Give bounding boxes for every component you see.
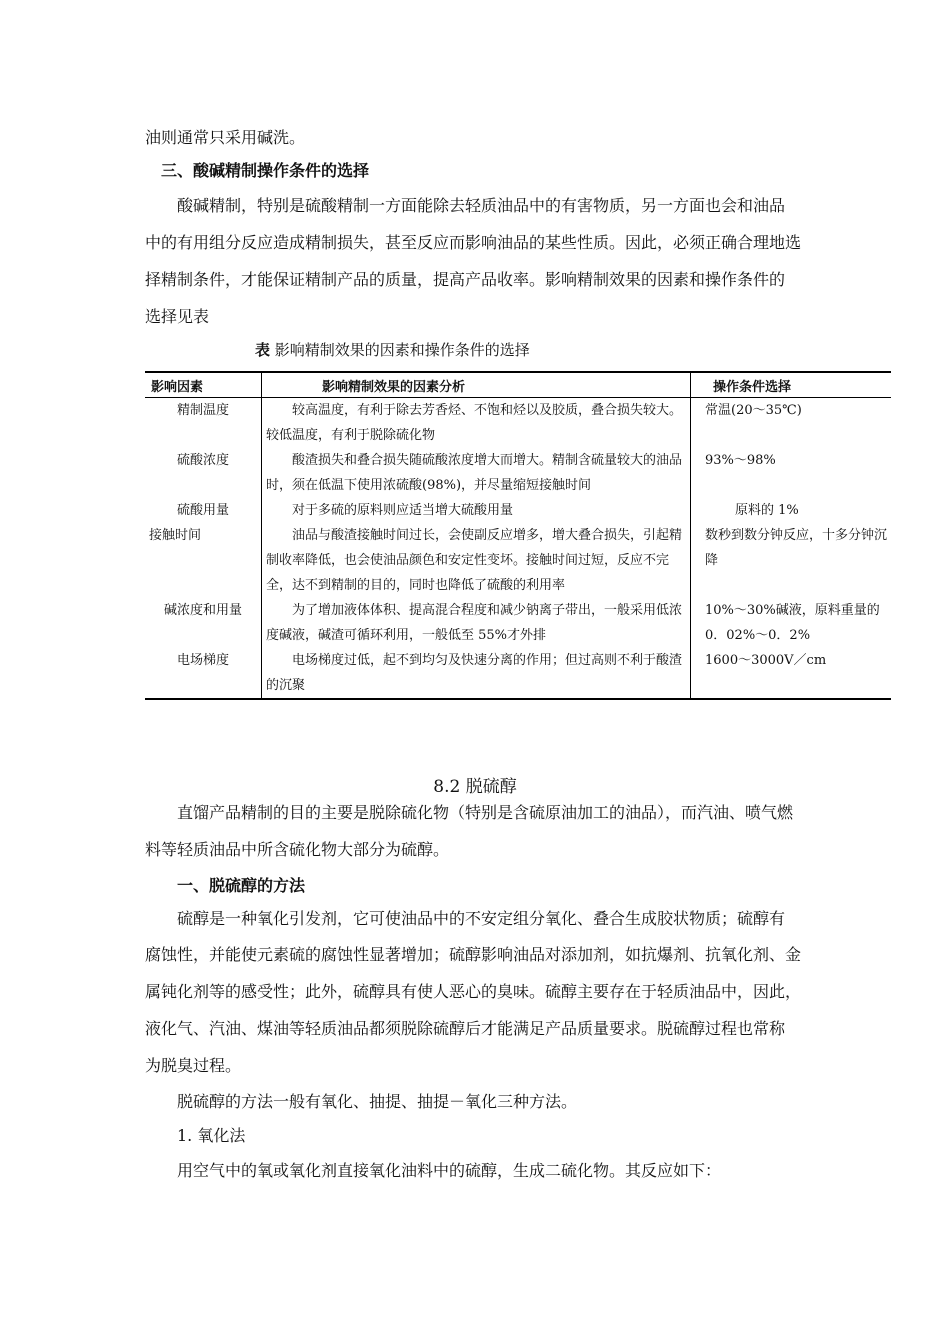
para1-line-2: 中的有用组分反应造成精制损失，甚至反应而影响油品的某些性质。因此，必须正确合理地选	[145, 233, 802, 252]
section-8-2-title: 8.2 脱硫醇	[433, 777, 517, 797]
factors-table	[145, 371, 891, 700]
cell-condition: 数秒到数分钟反应，十多分钟沉降	[705, 528, 888, 568]
para2-line-2: 料等轻质油品中所含硫化物大部分为硫醇。	[145, 840, 450, 859]
cell-analysis: 较高温度，有利于除去芳香烃、不饱和烃以及胶质，叠合损失较大。较低温度，有利于脱除硫化物	[262, 398, 691, 449]
cell-analysis: 电场梯度过低，起不到均匀及快速分离的作用；但过高则不利于酸渣的沉聚	[262, 648, 691, 699]
cell-analysis: 酸渣损失和叠合损失随硫酸浓度增大而增大。精制含硫量较大的油品时，须在低温下使用浓硫酸(98%)，并尽量缩短接触时间	[262, 448, 691, 498]
cell-condition: 93%～98%	[705, 453, 776, 468]
cell-factor: 碱浓度和用量	[145, 598, 262, 648]
header-factor: 影响因素	[145, 372, 262, 398]
cell-condition: 1600～3000V／cm	[691, 648, 892, 699]
para3-line-5: 为脱臭过程。	[145, 1056, 242, 1075]
table-row	[145, 598, 891, 648]
table-row	[145, 398, 891, 449]
cell-factor: 硫酸浓度	[145, 448, 262, 498]
para2-line-1: 直馏产品精制的目的主要是脱除硫化物（特别是含硫原油加工的油品），而汽油、喷气燃	[177, 803, 794, 822]
header-analysis: 影响精制效果的因素分析	[262, 372, 691, 398]
table-caption	[255, 340, 530, 360]
table-caption-prefix: 表	[255, 341, 271, 359]
table-row	[145, 648, 891, 699]
para1-line-4: 选择见表	[145, 307, 210, 326]
item-1-title: 1. 氧化法	[177, 1126, 246, 1145]
para5: 用空气中的氧或氧化剂直接氧化油料中的硫醇，生成二硫化物。其反应如下：	[177, 1161, 722, 1180]
table-row	[145, 448, 891, 498]
cell-factor: 电场梯度	[145, 648, 262, 699]
para1-line-3: 择精制条件，才能保证精制产品的质量，提高产品收率。影响精制效果的因素和操作条件的	[145, 270, 786, 289]
para1-line-1: 酸碱精制，特别是硫酸精制一方面能除去轻质油品中的有害物质，另一方面也会和油品	[177, 196, 786, 215]
table-header-row	[145, 372, 891, 398]
para3-line-1: 硫醇是一种氧化引发剂，它可使油品中的不安定组分氧化、叠合生成胶状物质；硫醇有	[177, 909, 786, 928]
cell-analysis: 对于多硫的原料则应适当增大硫酸用量	[262, 498, 691, 523]
cell-analysis: 为了增加液体体积、提高混合程度和减少钠离子带出，一般采用低浓度碱液，碱渣可循环利用，一般低至 55%才外排	[262, 598, 691, 648]
cell-condition: 原料的 1%	[735, 503, 799, 518]
table-row	[145, 523, 891, 598]
table-row	[145, 498, 891, 523]
subsection-1-title: 一、脱硫醇的方法	[177, 876, 306, 895]
cell-condition: 10%～30%碱液，原料重量的 0．02%～0．2%	[705, 603, 880, 643]
header-condition: 操作条件选择	[691, 372, 892, 398]
section-3-title: 三、酸碱精制操作条件的选择	[161, 161, 370, 180]
para4: 脱硫醇的方法一般有氧化、抽提、抽提－氧化三种方法。	[177, 1092, 578, 1111]
intro-line: 油则通常只采用碱洗。	[145, 128, 306, 147]
cell-condition: 常温(20～35℃)	[705, 403, 802, 418]
cell-factor: 精制温度	[145, 398, 262, 449]
para3-line-4: 液化气、汽油、煤油等轻质油品都须脱除硫醇后才能满足产品质量要求。脱硫醇过程也常称	[145, 1019, 786, 1038]
table-caption-text: 影响精制效果的因素和操作条件的选择	[274, 341, 530, 359]
para3-line-2: 腐蚀性，并能使元素硫的腐蚀性显著增加；硫醇影响油品对添加剂，如抗爆剂、抗氧化剂、金	[145, 945, 802, 964]
cell-factor: 硫酸用量	[145, 498, 262, 523]
cell-factor: 接触时间	[145, 523, 262, 598]
cell-analysis: 油品与酸渣接触时间过长，会使副反应增多，增大叠合损失，引起精制收率降低，也会使油品颜色和安定性变坏。接触时间过短，反应不完全，达不到精制的目的，同时也降低了硫酸的利用率	[262, 523, 691, 598]
para3-line-3: 属钝化剂等的感受性；此外，硫醇具有使人恶心的臭味。硫醇主要存在于轻质油品中，因此，	[145, 982, 802, 1001]
